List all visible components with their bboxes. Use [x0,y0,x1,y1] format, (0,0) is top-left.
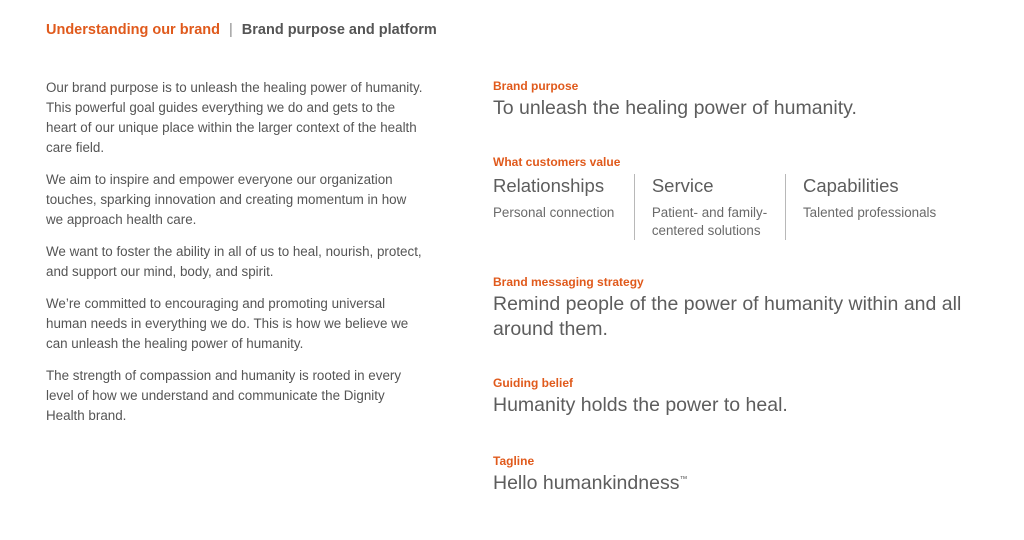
tagline-section [493,453,963,496]
guiding-belief-section [493,375,963,418]
guiding-belief-text: Humanity holds the power to heal. [493,394,788,416]
messaging-strategy-text: Remind people of the power of humanity within and all around them. [493,293,962,340]
value-title: Capabilities [802,175,899,196]
breadcrumb-separator: | [229,22,233,38]
intro-paragraph-5: The strength of compassion and humanity is rooted in every level of how we understand and communicate the Dignity Health brand. [46,368,402,423]
page-title: Brand purpose and platform [241,22,437,38]
tagline-label: Tagline [493,454,535,468]
intro-paragraph-1: Our brand purpose is to unleash the healing power of humanity. This powerful goal guides everything we do and gets to the heart of our unique place within the larger context of the health care field. [46,80,423,155]
tagline-text [493,471,963,496]
value-title: Service [651,175,714,196]
breadcrumb-section: Understanding our brand [46,22,220,38]
intro-paragraph-4: We’re committed to encouraging and promoting universal human needs in everything we do. This is how we believe we can unleash the healing power of humanity. [46,296,409,351]
intro-paragraph-2: We aim to inspire and empower everyone our organization touches, sparking innovation and creating momentum in how we approach health care. [46,172,407,227]
value-description: Personal connection [493,205,615,220]
brand-purpose-text: To unleash the healing power of humanity. [493,97,857,119]
value-column-relationships [493,174,634,240]
customer-value-label: What customers value [493,155,621,169]
tagline-phrase: Hello humankindness [493,472,680,494]
intro-paragraph-3: We want to foster the ability in all of us to heal, nourish, protect, and support our mind, body, and spirit. [46,244,422,279]
value-column-capabilities [785,174,963,240]
messaging-strategy-section [493,274,963,342]
trademark-mark: ™ [679,474,688,484]
guiding-belief-label: Guiding belief [493,376,573,390]
value-title: Relationships [493,175,605,196]
brand-purpose-section [493,78,963,121]
customer-value-columns [493,174,963,240]
value-column-service [634,174,785,240]
value-description: Talented professionals [802,205,937,220]
messaging-strategy-label: Brand messaging strategy [493,275,644,289]
page-header [46,20,437,40]
brand-purpose-label: Brand purpose [493,79,579,93]
value-description: Patient- and family-centered solutions [651,205,768,238]
customer-value-section [493,154,963,240]
intro-text [46,78,426,438]
